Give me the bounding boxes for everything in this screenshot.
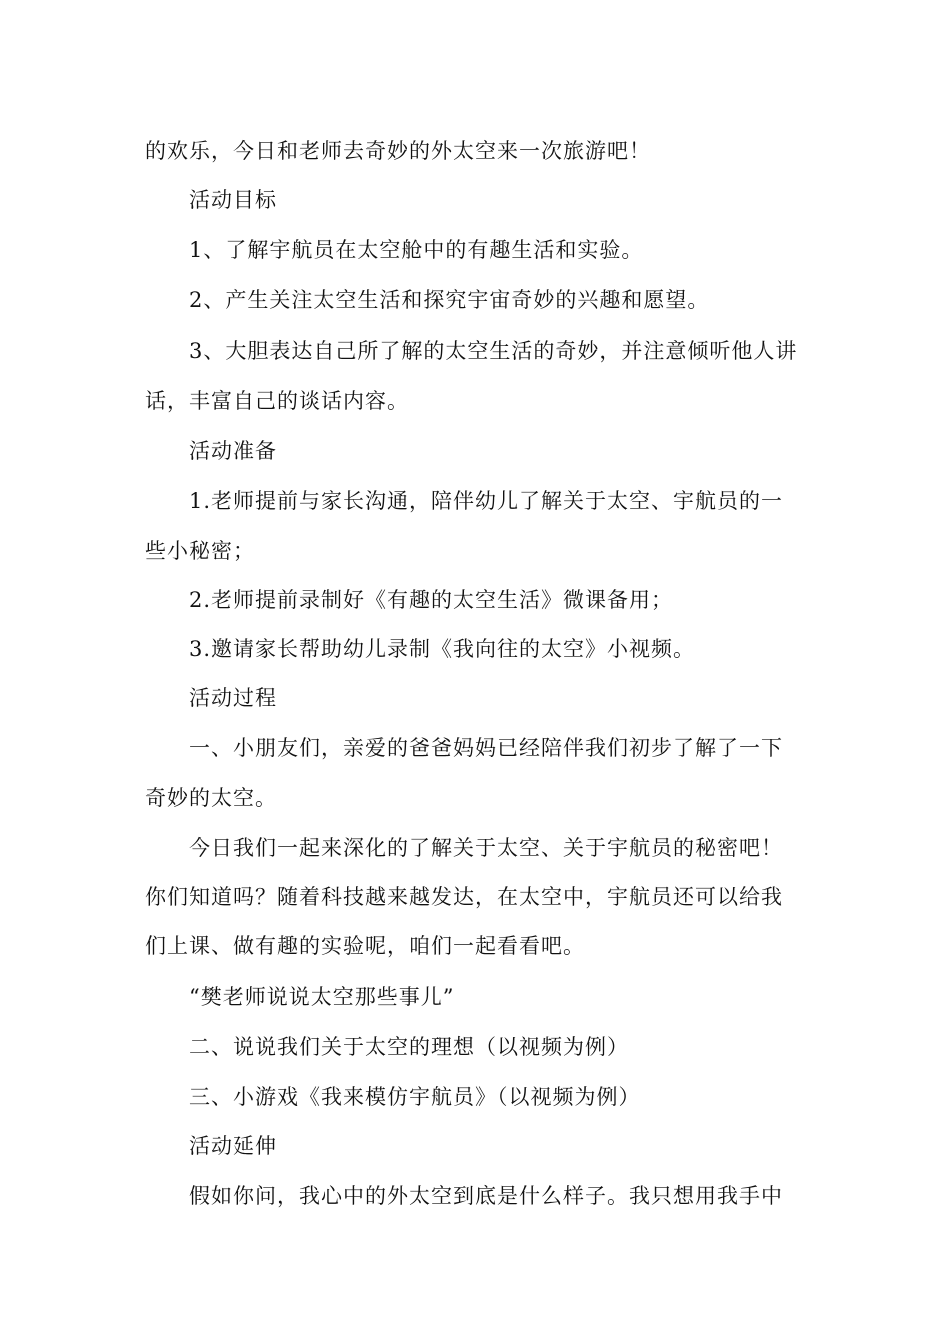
process-step-3: 三、小游戏《我来模仿宇航员》（以视频为例）: [189, 1085, 641, 1109]
process-paragraph-continued-1: 你们知道吗？随着科技越来越发达，在太空中，宇航员还可以给我: [145, 885, 783, 909]
section-heading-extension: 活动延伸: [189, 1134, 277, 1158]
goal-item-3: 3、大胆表达自己所了解的太空生活的奇妙，并注意倾听他人讲: [189, 339, 798, 363]
preparation-item-1-continued: 些小秘密；: [145, 539, 255, 563]
section-heading-goals: 活动目标: [189, 188, 277, 212]
text-line-continuation: 的欢乐，今日和老师去奇妙的外太空来一次旅游吧！: [145, 139, 651, 163]
process-paragraph-continued-2: 们上课、做有趣的实验呢，咱们一起看看吧。: [145, 934, 585, 958]
goal-item-3-continued: 话，丰富自己的谈话内容。: [145, 389, 409, 413]
process-step-2: 二、说说我们关于太空的理想（以视频为例）: [189, 1035, 629, 1059]
goal-item-2: 2、产生关注太空生活和探究宇宙奇妙的兴趣和愿望。: [189, 288, 710, 312]
preparation-item-1: 1.老师提前与家长沟通，陪伴幼儿了解关于太空、宇航员的一: [189, 489, 784, 513]
process-step-1: 一、小朋友们，亲爱的爸爸妈妈已经陪伴我们初步了解了一下: [189, 736, 783, 760]
section-heading-process: 活动过程: [189, 686, 277, 710]
preparation-item-3: 3.邀请家长帮助幼儿录制《我向往的太空》小视频。: [189, 637, 696, 661]
preparation-item-2: 2.老师提前录制好《有趣的太空生活》微课备用；: [189, 588, 674, 612]
process-paragraph: 今日我们一起来深化的了解关于太空、关于宇航员的秘密吧！: [189, 836, 783, 860]
process-step-1-continued: 奇妙的太空。: [145, 786, 277, 810]
section-heading-preparation: 活动准备: [189, 439, 277, 463]
quoted-title: “樊老师说说太空那些事儿”: [189, 985, 455, 1009]
extension-paragraph: 假如你问，我心中的外太空到底是什么样子。我只想用我手中: [189, 1184, 783, 1208]
goal-item-1: 1、了解宇航员在太空舱中的有趣生活和实验。: [189, 238, 644, 262]
